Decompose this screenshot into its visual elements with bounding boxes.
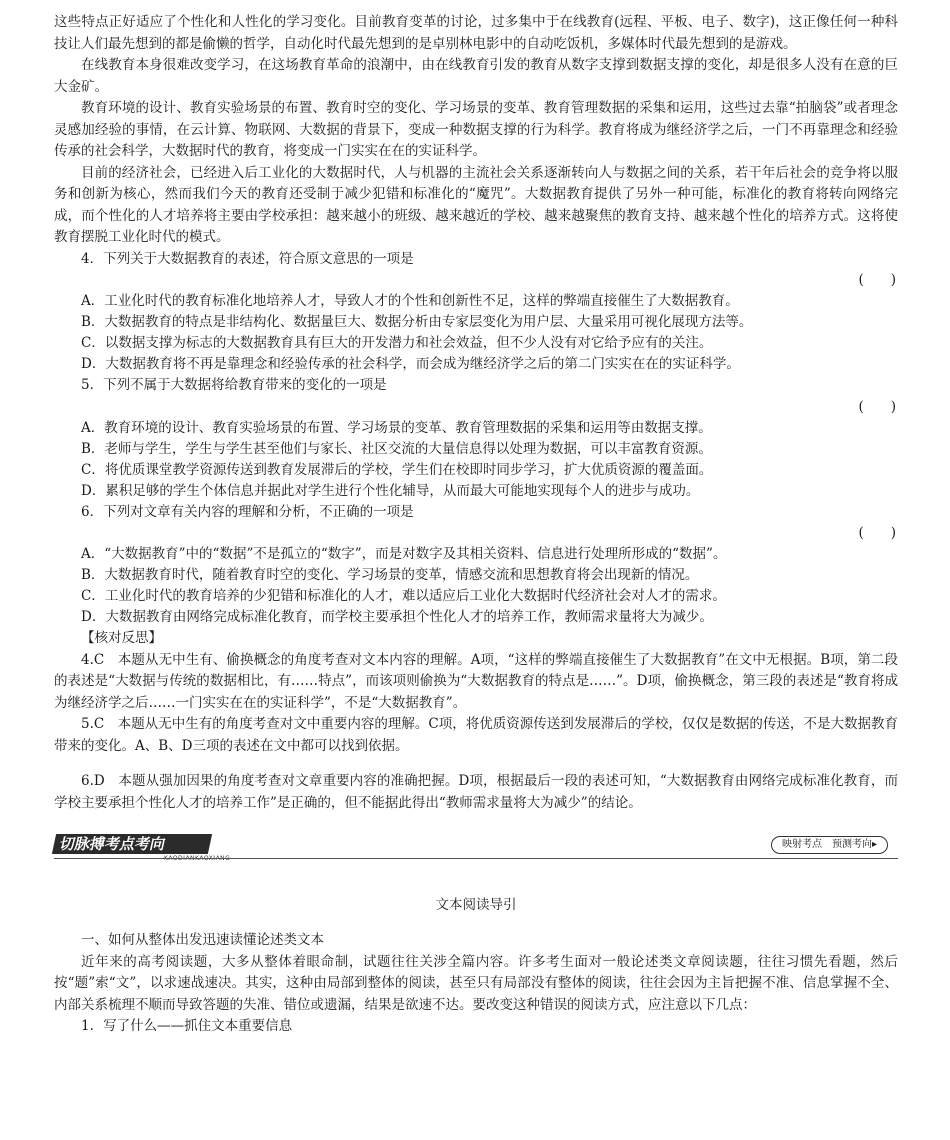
question-5 — [54, 375, 898, 502]
banner-divider — [54, 858, 898, 859]
option-c: C．将优质课堂教学资源传送到教育发展滞后的学校，学生们在校即时同步学习，扩大优质资源的覆盖面。 — [81, 461, 713, 478]
option-d: D．累积足够的学生个体信息并据此对学生进行个性化辅导，从而最大可能地实现每个人的进步与成功。 — [81, 482, 700, 499]
answer-parentheses: ( ) — [858, 398, 896, 415]
option-d: D．大数据教育由网络完成标准化教育，而学校主要承担个性化人才的培养工作，教师需求量将大为减少。 — [81, 609, 713, 625]
paragraph-4: 目前的经济社会，已经进入后工业化的大数据时代，人与机器的主流社会关系逐渐转向人与数据之间的关系，若干年后社会的竞争将以服务和创新为核心，然而我们今天的教育还受制于减少犯错和标准化的“魔咒”。大数据教育提供了另外一种可能，标准化的教育将转向网络完成，而个性化的人才培养将主要由学校承担：越来越小的班级、越来越近的学校、越来越聚焦的教育支持、越来越个性化的培养方式。这将使教育摆脱工业化时代的模式。 — [54, 164, 898, 245]
option-b: B．大数据教育的特点是非结构化、数据量巨大、数据分析由专家层变化为用户层、大量采用可视化展现方法等。 — [81, 314, 753, 330]
answer-parentheses: ( ) — [858, 525, 896, 541]
guide-section-heading: 一、如何从整体出发迅速读懂论述类文本 — [81, 932, 324, 948]
review-heading: 【核对反思】 — [81, 630, 162, 646]
question-stem: 6．下列对文章有关内容的理解和分析，不正确的一项是 — [81, 503, 414, 520]
section-logo: 切脉搏考点考向 — [52, 834, 212, 854]
paragraph-3: 教育环境的设计、教育实验场景的布置、教育时空的变化、学习场景的变革、教育管理数据的采集和运用，这些过去靠“拍脑袋”或者理念灵感加经验的事情，在云计算、物联网、大数据的背景下，变成一种数据支撑的行为科学。教育将成为继经济学之后，一门不再靠理念和经验传承的社会科学，大数据时代的教育，将变成一门实实在在的实证科学。 — [54, 100, 898, 159]
question-stem: 5．下列不属于大数据将给教育带来的变化的一项是 — [81, 377, 387, 393]
guide-point-1: 1．写了什么——抓住文本重要信息 — [81, 1018, 293, 1034]
option-c: C．工业化时代的教育培养的少犯错和标准化的人才，难以适应后工业化大数据时代经济社会对人才的需求。 — [81, 588, 726, 604]
guide-title: 文本阅读导引 — [435, 897, 517, 913]
document-page — [54, 12, 898, 1038]
option-c: C．以数据支撑为标志的大数据教育具有巨大的开发潜力和社会效益，但不少人没有对它给予应有的关注。 — [81, 335, 713, 351]
answer-5: 5.C 本题从无中生有的角度考查对文中重要内容的理解。C项，将优质资源传送到发展滞后的学校，仅仅是数据的传送，不是大数据教育带来的变化。A、B、D三项的表述在文中都可以找到依据。 — [54, 716, 898, 754]
question-6 — [54, 502, 898, 629]
paragraph-2: 在线教育本身很难改变学习，在这场教育革命的浪潮中，由在线教育引发的教育从数字支撑到数据支撑的变化，却是很多人没有在意的巨大金矿。 — [54, 57, 898, 95]
question-stem: 4．下列关于大数据教育的表述，符合原文意思的一项是 — [81, 250, 414, 267]
section-banner — [54, 828, 898, 868]
option-a: A．教育环境的设计、教育实验场景的布置、学习场景的变革、教育管理数据的采集和运用等由数据支撑。 — [81, 419, 712, 436]
review-section — [54, 628, 898, 814]
banner-tag: 映射考点 预测考向▸ — [771, 836, 888, 854]
option-b: B．老师与学生，学生与学生甚至他们与家长、社区交流的大量信息得以处理为数据，可以丰富教育资源。 — [81, 440, 712, 457]
option-a: A．工业化时代的教育标准化地培养人才，导致人才的个性和创新性不足，这样的弊端直接催生了大数据教育。 — [81, 293, 739, 309]
guide-paragraph: 近年来的高考阅读题，大多从整体着眼命制，试题往往关涉全篇内容。许多考生面对一般论述类文章阅读题，往往习惯先看题，然后按“题”索“文”，以求速战速决。其实，这种由局部到整体的阅读，甚至只有局部没有整体的阅读，往往会因为主旨把握不准、信息掌握不全、内部关系梳理不顺而导致答题的失准、错位或遗漏，结果是欲速不达。要改变这种错误的阅读方式，应注意以下几点： — [54, 953, 898, 1013]
option-b: B．大数据教育时代，随着教育时空的变化、学习场景的变革，情感交流和思想教育将会出现新的情况。 — [81, 567, 699, 583]
option-a: A．“大数据教育”中的“数据”不是孤立的“数字”，而是对数字及其相关资料、信息进行处理所形成的“数据”。 — [81, 546, 727, 562]
answer-4: 4.C 本题从无中生有、偷换概念的角度考查对文本内容的理解。A项，“这样的弊端直接催生了大数据教育”在文中无根据。B项，第二段的表述是“大数据与传统的数据相比，有……特点”，而该项则偷换为“大数据教育的特点是……”。D项，偷换概念，第三段的表述是“教育将成为继经济学之后……一门实实在在的实证科学”，不是“大数据教育”。 — [54, 651, 898, 711]
answer-parentheses: ( ) — [858, 272, 896, 288]
paragraph-1: 这些特点正好适应了个性化和人性化的学习变化。目前教育变革的讨论，过多集中于在线教育(远程、平板、电子、数字)，这正像任何一种科技让人们最先想到的都是偷懒的哲学，自动化时代最先想到的是卓别林电影中的自动吃饭机，多媒体时代最先想到的是游戏。 — [54, 14, 898, 52]
option-d: D．大数据教育将不再是靠理念和经验传承的社会科学，而会成为继经济学之后的第二门实实在在的实证科学。 — [81, 356, 740, 372]
answer-6: 6.D 本题从强加因果的角度考查对文章重要内容的准确把握。D项，根据最后一段的表述可知，“大数据教育由网络完成标准化教育，而学校主要承担个性化人才的培养工作”是正确的，但不能据此得出“教师需求量将大为减少”的结论。 — [54, 773, 898, 811]
question-4 — [54, 249, 898, 376]
section-logo-subtitle: KAODIANKAOXIANG — [164, 855, 231, 862]
